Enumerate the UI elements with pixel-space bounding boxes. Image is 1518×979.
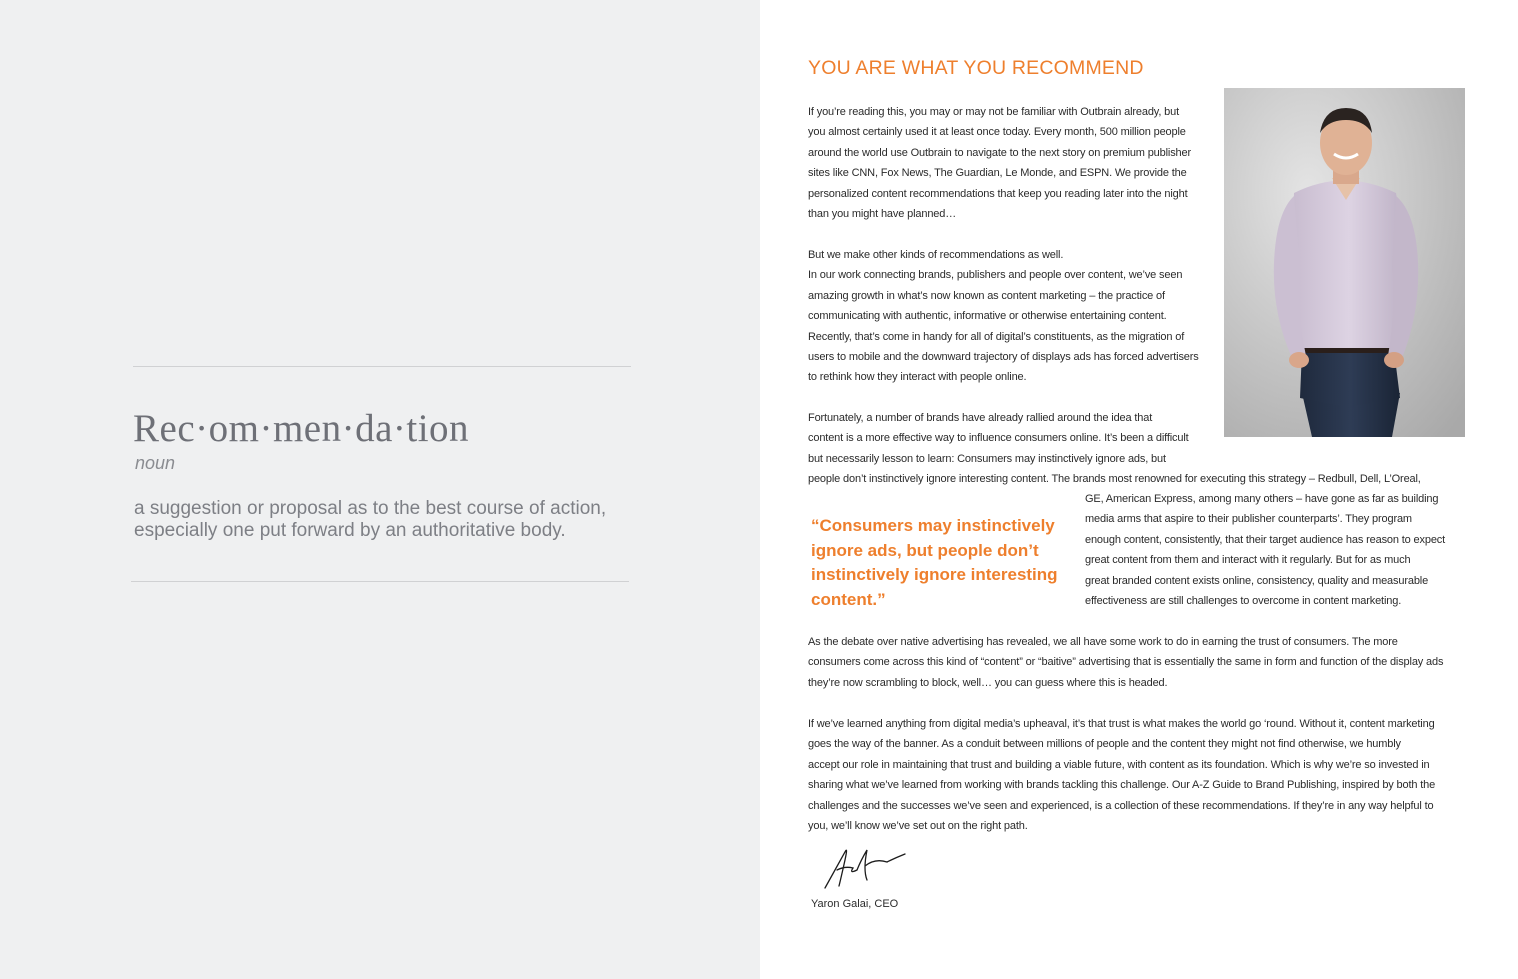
text-line: enough content, consistently, that their target audience has reason to expect xyxy=(1085,533,1446,546)
text-line: great branded content exists online, consistency, quality and measurable xyxy=(1085,574,1429,587)
text-line: If you’re reading this, you may or may not be familiar with Outbrain already, but xyxy=(808,106,1179,118)
text-line: content is a more effective way to influence consumers online. It’s been a difficult xyxy=(808,432,1189,445)
text-line: Fortunately, a number of brands have already rallied around the idea that xyxy=(808,412,1153,424)
text-line: users to mobile and the downward trajectory of displays ads has forced advertisers xyxy=(808,351,1199,364)
ceo-portrait xyxy=(1224,88,1465,437)
part-of-speech: noun xyxy=(135,453,176,473)
text-line: to rethink how they interact with people online. xyxy=(808,371,1027,384)
text-line: goes the way of the banner. As a conduit between millions of people and the content they might not find otherwise, we humbly xyxy=(808,738,1401,751)
text-line: personalized content recommendations that keep you reading later into the night xyxy=(808,187,1188,200)
definition-text xyxy=(134,498,634,542)
portrait-illustration xyxy=(1224,88,1465,437)
text-line: Recently, that’s come in handy for all of digital’s constituents, as the migration of xyxy=(808,330,1185,343)
text-line: you almost certainly used it at least once today. Every month, 500 million people xyxy=(808,126,1186,139)
text-line: they’re now scrambling to block, well… you can guess where this is headed. xyxy=(808,676,1168,689)
text-line: than you might have planned… xyxy=(808,208,957,221)
text-line: consumers come across this kind of “content” or “baitive” advertising that is essentially the same in form and function of the display ads xyxy=(808,656,1444,669)
text-line: accept our role in maintaining that trust and building a viable future, with content as its foundation. Which is why we’re so invested in xyxy=(808,758,1430,771)
divider-bottom xyxy=(131,581,629,582)
quote-line: “Consumers may instinctively xyxy=(811,516,1055,535)
text-line: people don’t instinctively ignore interesting content. The brands most renowned for executing this strategy – Redbull, Dell, L’Oreal, xyxy=(808,473,1421,486)
text-line: amazing growth in what’s now known as content marketing – the practice of xyxy=(808,289,1165,302)
letter-paragraph-3 xyxy=(808,408,1468,490)
text-line: communicating with authentic, informative or otherwise entertaining content. xyxy=(808,310,1167,323)
text-line: If we’ve learned anything from digital media’s upheaval, it’s that trust is what makes the world go ‘round. Without it, content marketing xyxy=(808,718,1435,730)
letter-paragraph-4 xyxy=(808,632,1468,693)
signature xyxy=(815,840,915,894)
definition-term: Rec·om·men·da·tion xyxy=(133,407,470,450)
letter-paragraph-3-continued xyxy=(1085,489,1470,611)
text-line: sites like CNN, Fox News, The Guardian, Le Monde, and ESPN. We provide the xyxy=(808,167,1187,180)
signer-name: Yaron Galai, CEO xyxy=(811,898,899,910)
definition-line: especially one put forward by an authoritative body. xyxy=(134,520,566,541)
divider-top xyxy=(133,366,631,367)
quote-line: content.” xyxy=(811,589,886,609)
letter-heading: YOU ARE WHAT YOU RECOMMEND xyxy=(808,57,1144,79)
quote-line: ignore ads, but people don’t xyxy=(811,540,1039,560)
pull-quote xyxy=(811,514,1071,612)
text-line: GE, American Express, among many others – have gone as far as building xyxy=(1085,493,1439,505)
text-line: great content from them and interact with it regularly. But for as much xyxy=(1085,554,1411,567)
letter-paragraph-5 xyxy=(808,714,1468,836)
definition-line: a suggestion or proposal as to the best course of action, xyxy=(134,498,607,519)
text-line: sharing what we’ve learned from working with brands tackling this challenge. Our A-Z Guide to Brand Publishing, inspired by both the xyxy=(808,779,1436,792)
text-line: you, we’ll know we’ve set out on the right path. xyxy=(808,820,1028,833)
text-line: around the world use Outbrain to navigate to the next story on premium publisher xyxy=(808,146,1192,159)
text-line: effectiveness are still challenges to overcome in content marketing. xyxy=(1085,595,1402,608)
text-line: media arms that aspire to their publisher counterparts’. They program xyxy=(1085,513,1412,526)
text-line: challenges and the successes we’ve seen and experienced, is a collection of these recommendations. If they’re in any way helpful to xyxy=(808,799,1434,812)
text-line: but necessarily lesson to learn: Consumers may instinctively ignore ads, but xyxy=(808,452,1166,465)
letter-paragraph-1 xyxy=(808,102,1216,224)
letter-paragraph-2 xyxy=(808,245,1216,388)
text-line: In our work connecting brands, publishers and people over content, we’ve seen xyxy=(808,269,1183,282)
text-line: As the debate over native advertising has revealed, we all have some work to do in earning the trust of consumers. The more xyxy=(808,636,1398,648)
text-line: But we make other kinds of recommendations as well. xyxy=(808,249,1064,261)
quote-line: instinctively ignore interesting xyxy=(811,565,1058,584)
